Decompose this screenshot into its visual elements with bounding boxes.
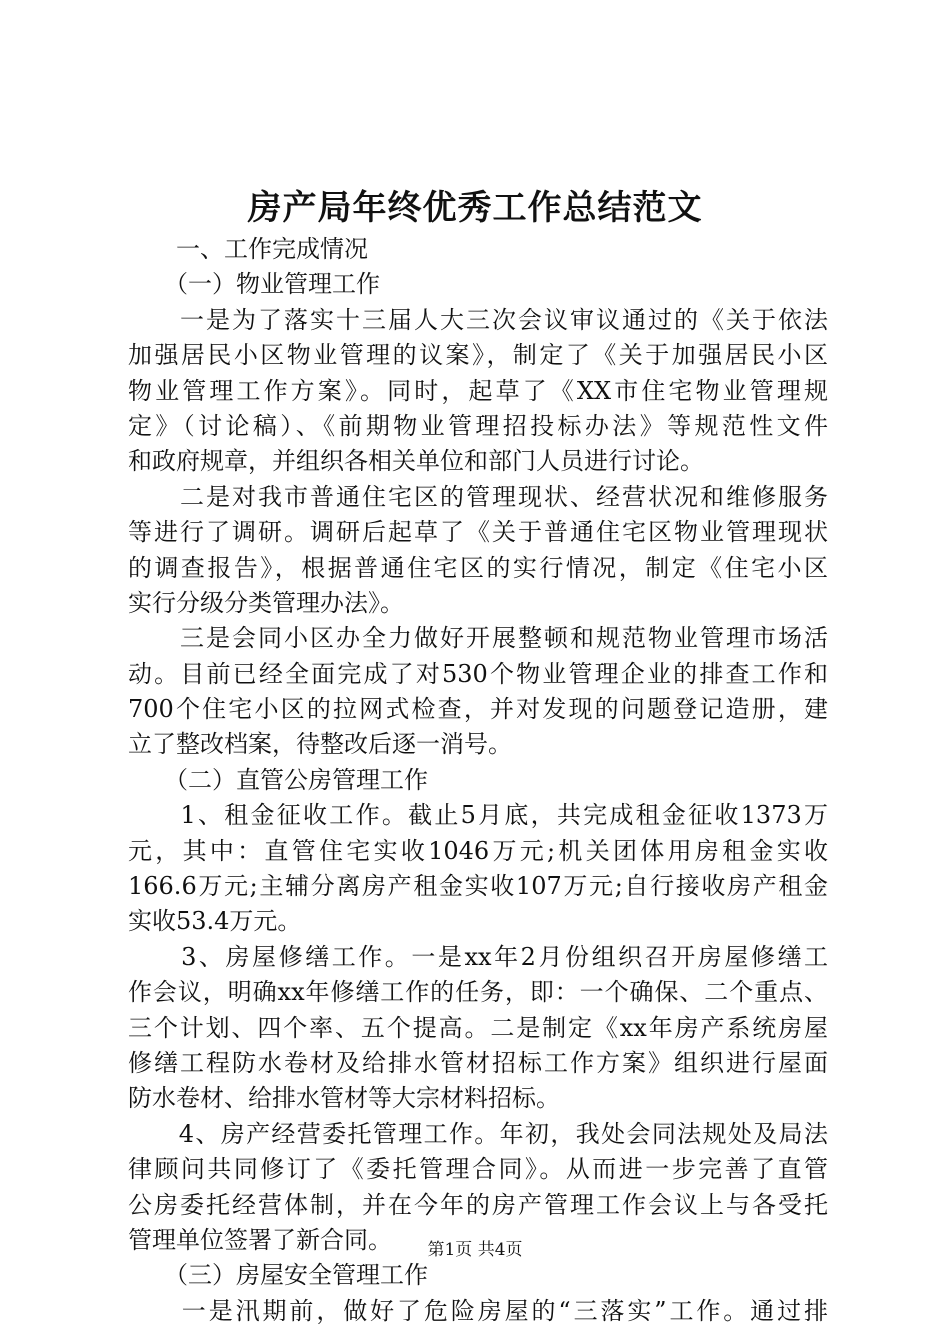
section-heading: 一、工作完成情况 bbox=[128, 235, 368, 263]
paragraph-line: 实收53.4万元。 bbox=[128, 907, 302, 936]
paragraph-line: 修缮工程防水卷材及给排水管材招标工作方案》组织进行屋面 bbox=[128, 1048, 828, 1077]
paragraph-line: 三个计划、四个率、五个提高。二是制定《xx年房产系统房屋 bbox=[128, 1013, 828, 1042]
paragraph-line: 元，其中：直管住宅实收1046万元;机关团体用房租金实收 bbox=[128, 836, 828, 865]
paragraph-line: 作会议，明确xx年修缮工作的任务，即：一个确保、二个重点、 bbox=[128, 978, 828, 1007]
paragraph-line: 二是对我市普通住宅区的管理现状、经营状况和维修服务 bbox=[128, 482, 828, 511]
paragraph-line: 4、房产经营委托管理工作。年初，我处会同法规处及局法 bbox=[128, 1119, 828, 1148]
paragraph-line: 的调查报告》，根据普通住宅区的实行情况，制定《住宅小区 bbox=[128, 553, 828, 582]
paragraph-line: 定》（讨论稿）、《前期物业管理招投标办法》等规范性文件 bbox=[128, 411, 828, 440]
subsection-heading: （三）房屋安全管理工作 bbox=[128, 1261, 428, 1290]
paragraph-line: 三是会同小区办全力做好开展整顿和规范物业管理市场活 bbox=[128, 624, 828, 653]
paragraph-line: 1、租金征收工作。截止5月底，共完成租金征收1373万 bbox=[128, 801, 828, 830]
paragraph-line: 管理单位签署了新合同。 bbox=[128, 1225, 392, 1254]
paragraph-line: 一是汛期前，做好了危险房屋的“三落实”工作。通过排 bbox=[128, 1296, 828, 1325]
paragraph-line: 防水卷材、给排水管材等大宗材料招标。 bbox=[128, 1084, 560, 1113]
paragraph-line: 公房委托经营体制，并在今年的房产管理工作会议上与各受托 bbox=[128, 1190, 828, 1219]
document-title: 房产局年终优秀工作总结范文 bbox=[247, 188, 703, 228]
paragraph-line: 和政府规章，并组织各相关单位和部门人员进行讨论。 bbox=[128, 447, 704, 476]
subsection-heading: （二）直管公房管理工作 bbox=[128, 765, 428, 794]
subsection-heading: （一）物业管理工作 bbox=[128, 270, 380, 299]
paragraph-line: 166.6万元;主辅分离房产租金实收107万元;自行接收房产租金 bbox=[128, 872, 828, 901]
paragraph-line: 700个住宅小区的拉网式检查，并对发现的问题登记造册，建 bbox=[128, 695, 828, 724]
paragraph-line: 等进行了调研。调研后起草了《关于普通住宅区物业管理现状 bbox=[128, 518, 828, 547]
paragraph-line: 物业管理工作方案》。同时，起草了《XX市住宅物业管理规 bbox=[128, 376, 828, 405]
document-body bbox=[128, 232, 828, 1329]
page-footer: 第1页 共4页 bbox=[427, 1240, 523, 1260]
paragraph-line: 加强居民小区物业管理的议案》，制定了《关于加强居民小区 bbox=[128, 341, 828, 370]
paragraph-line: 动。目前已经全面完成了对530个物业管理企业的排查工作和 bbox=[128, 659, 828, 688]
paragraph-line: 3、房屋修缮工作。一是xx年2月份组织召开房屋修缮工 bbox=[128, 942, 828, 971]
paragraph-line: 律顾问共同修订了《委托管理合同》。从而进一步完善了直管 bbox=[128, 1155, 828, 1184]
paragraph-line: 一是为了落实十三届人大三次会议审议通过的《关于依法 bbox=[128, 305, 828, 334]
paragraph-line: 实行分级分类管理办法》。 bbox=[128, 588, 404, 617]
paragraph-line: 立了整改档案，待整改后逐一消号。 bbox=[128, 730, 512, 759]
